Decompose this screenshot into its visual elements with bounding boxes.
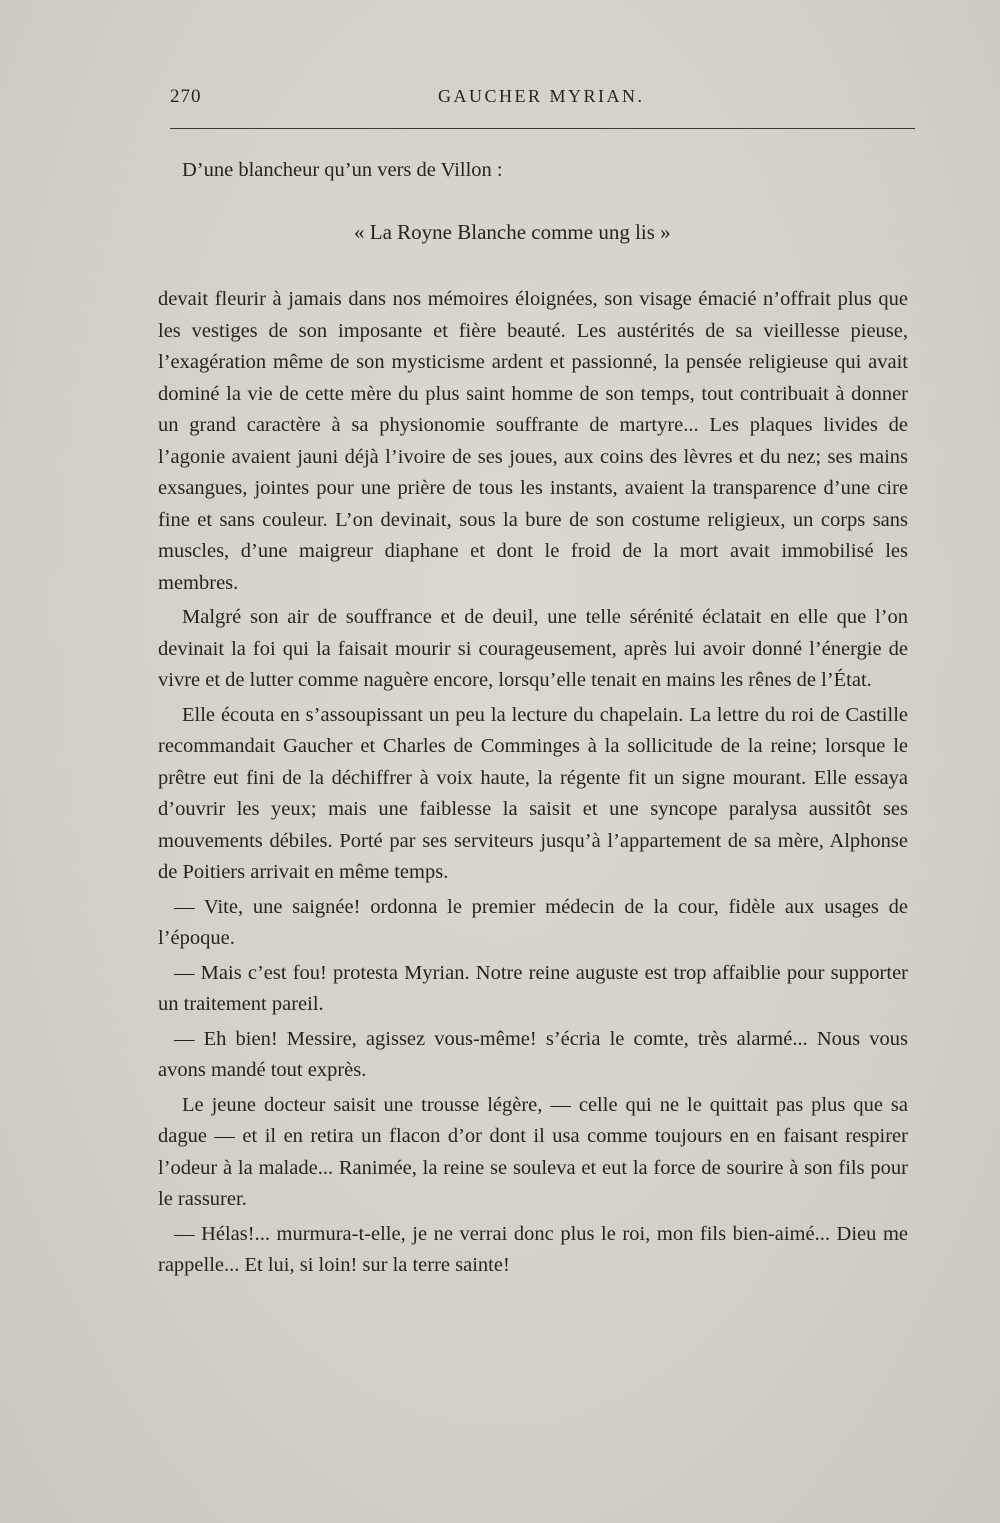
page-header [170,84,915,114]
dialog-paragraph: — Vite, une saignée! ordonna le premier médecin de la cour, fidèle aux usages de l’époque. [158,895,908,949]
dialog-paragraph: — Hélas!... murmura-t-elle, je ne verrai donc plus le roi, mon fils bien-aimé... Dieu me rappelle... Et lui, si loin! sur la terre sainte! [158,1222,908,1276]
running-title: GAUCHER MYRIAN. [438,86,645,106]
paragraph: Malgré son air de souffrance et de deuil, une telle sérénité éclatait en elle que l’on devinait la foi qui la faisait mourir si courageusement, après lui avoir donné l’énergie de vivre et de lutter comme naguère encore, lorsqu’elle tenait en mains les rênes de l’État. [158,606,908,691]
paragraph: Le jeune docteur saisit une trousse légère, — celle qui ne le quittait pas plus que sa dague — et il en retira un flacon d’or dont il usa comme toujours en en faisant respirer l’odeur à la malade... Ranimée, la reine se souleva et eut la force de sourire à son fils pour le rassurer. [158,1093,908,1210]
body-text [158,150,908,1282]
page-number: 270 [170,86,202,107]
intro-line: D’une blancheur qu’un vers de Villon : [182,159,503,181]
verse-quote: « La Royne Blanche comme ung lis » [354,219,671,244]
paragraph: devait fleurir à jamais dans nos mémoires éloignées, son visage émacié n’offrait plus que les vestiges de son imposante et fière beauté. Les austérités de sa vieillesse pieuse, l’exagération même de son mysticisme ardent et passionné, la pensée religieuse qui avait dominé la vie de cette mère du plus saint homme de son temps, tout contribuait à donner un grand caractère à sa physionomie souffrante de martyre... Les plaques livides de l’agonie avaient jauni déjà l’ivoire de ses joues, aux coins des lèvres et du nez; ses mains exsangues, jointes pour une prière de tous les instants, avaient la transparence d’une cire fine et sans couleur. L’on devinait, sous la bure de son costume religieux, un corps sans muscles, d’une maigreur diaphane et dont le froid de la mort avait immobilisé les membres. [158,288,908,594]
dialog-paragraph: — Eh bien! Messire, agissez vous-même! s’écria le comte, très alarmé... Nous vous avons mandé tout exprès. [158,1027,908,1081]
header-rule [170,128,915,129]
dialog-paragraph: — Mais c’est fou! protesta Myrian. Notre reine auguste est trop affaiblie pour supporter un traitement pareil. [158,961,908,1015]
paragraph: Elle écouta en s’assoupissant un peu la lecture du chapelain. La lettre du roi de Castille recommandait Gaucher et Charles de Comminges à la sollicitude de la reine; lorsque le prêtre eut fini de la déchiffrer à voix haute, la régente fit un signe mourant. Elle essaya d’ouvrir les yeux; mais une faiblesse la saisit et une syncope paralysa aussitôt ses mouvements débiles. Porté par ses serviteurs jusqu’à l’appartement de sa mère, Alphonse de Poitiers arrivait en même temps. [158,703,908,883]
